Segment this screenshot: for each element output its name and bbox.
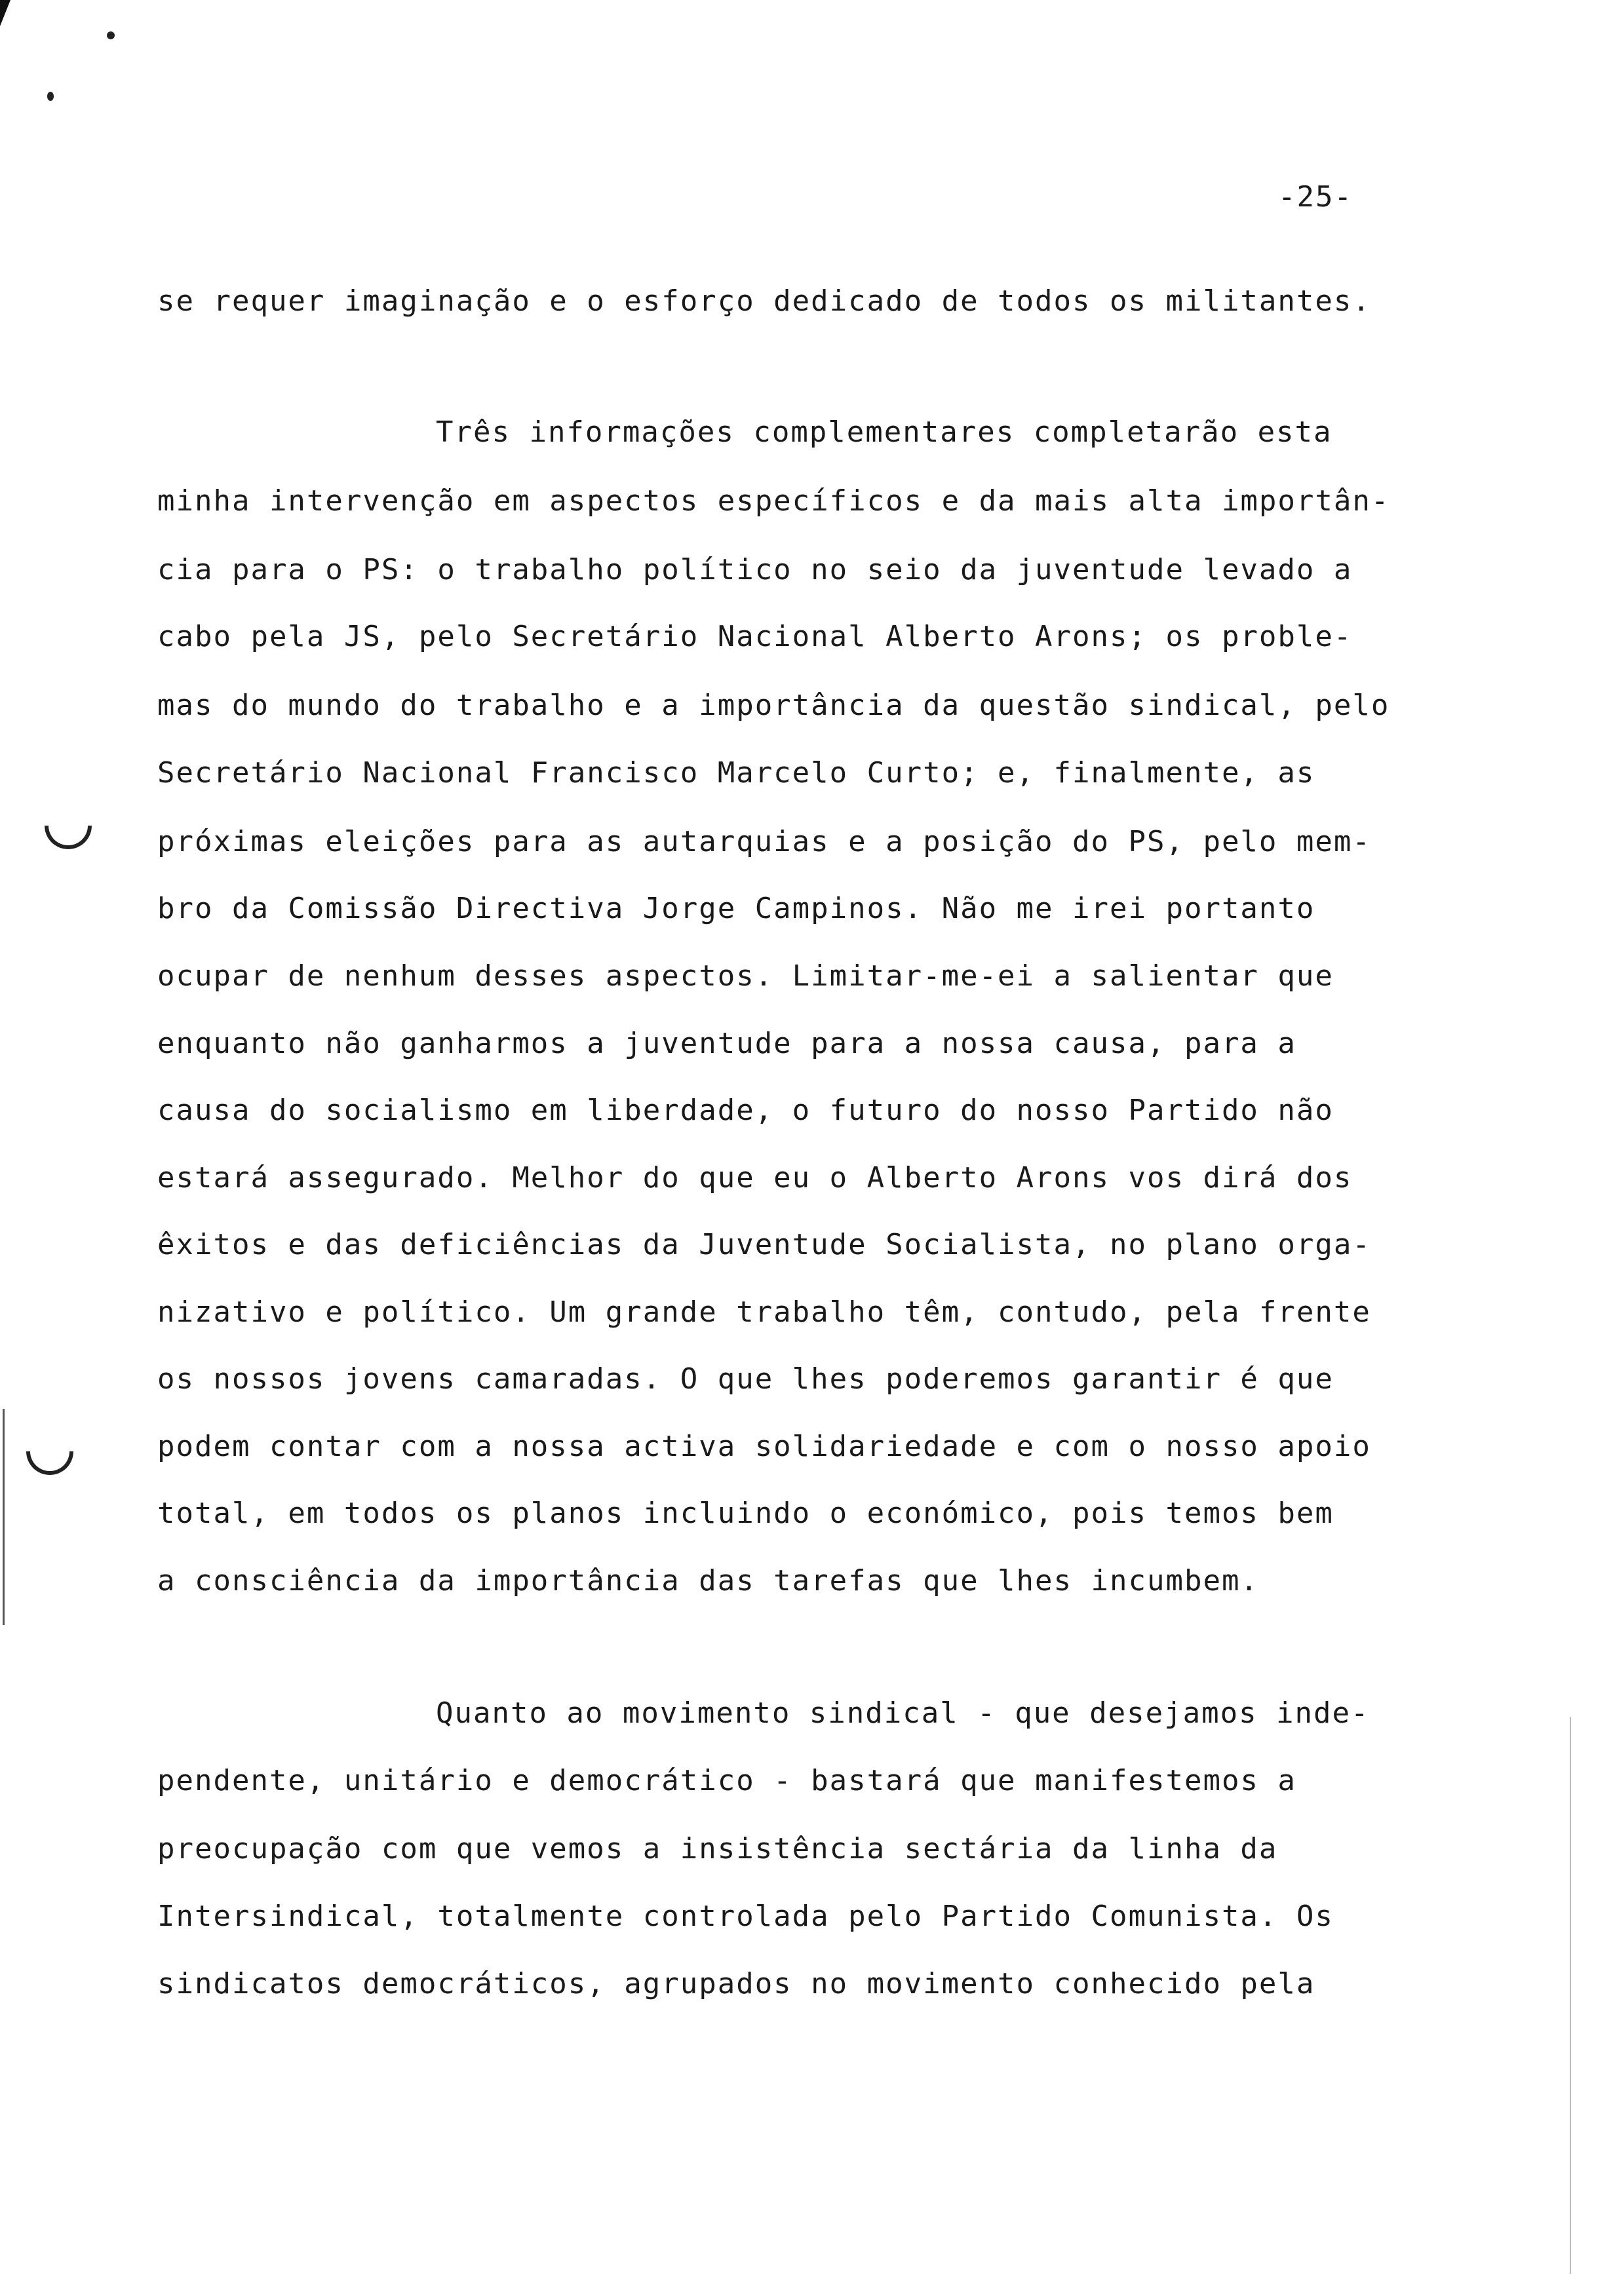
text-line: bro da Comissão Directiva Jorge Campinos. Não me irei portanto [157, 892, 1315, 925]
text-line: Quanto ao movimento sindical - que desejamos inde- [436, 1696, 1370, 1730]
text-line: minha intervenção em aspectos específicos e da mais alta importân- [157, 484, 1390, 518]
text-line: próximas eleições para as autarquias e a posição do PS, pelo mem- [157, 825, 1371, 858]
scan-edge-line [3, 1409, 5, 1625]
text-line: êxitos e das deficiências da Juventude Socialista, no plano orga- [157, 1228, 1371, 1261]
text-line: pendente, unitário e democrático - bastará que manifestemos a [157, 1764, 1296, 1797]
text-line: mas do mundo do trabalho e a importância da questão sindical, pelo [157, 689, 1390, 722]
text-line: preocupação com que vemos a insistência sectária da linha da [157, 1832, 1278, 1866]
text-line: ocupar de nenhum desses aspectos. Limitar-me-ei a salientar que [157, 959, 1334, 993]
text-line: nizativo e político. Um grande trabalho têm, contudo, pela frente [157, 1295, 1371, 1329]
text-line: total, em todos os planos incluindo o económico, pois temos bem [157, 1497, 1334, 1530]
text-line: Secretário Nacional Francisco Marcelo Curto; e, finalmente, as [157, 756, 1315, 790]
page-number: -25- [1278, 180, 1353, 214]
punch-hole-mark [26, 1451, 73, 1475]
punch-hole-mark [45, 826, 92, 849]
scan-corner-mark [0, 0, 10, 26]
text-line: os nossos jovens camaradas. O que lhes poderemos garantir é que [157, 1362, 1334, 1396]
text-line: cia para o PS: o trabalho político no seio da juventude levado a [157, 553, 1353, 586]
text-line: estará assegurado. Melhor do que eu o Alberto Arons vos dirá dos [157, 1161, 1353, 1195]
text-line: causa do socialismo em liberdade, o futuro do nosso Partido não [157, 1094, 1334, 1127]
text-line: Três informações complementares completarão esta [436, 415, 1333, 449]
text-line: Intersindical, totalmente controlada pelo Partido Comunista. Os [157, 1900, 1334, 1933]
text-line: sindicatos democráticos, agrupados no movimento conhecido pela [157, 1967, 1315, 2000]
scan-dot [47, 92, 54, 101]
scan-right-edge [1570, 1717, 1571, 2274]
text-line: se requer imaginação e o esforço dedicado de todos os militantes. [157, 284, 1371, 318]
text-line: podem contar com a nossa activa solidariedade e com o nosso apoio [157, 1430, 1371, 1463]
text-line: cabo pela JS, pelo Secretário Nacional Alberto Arons; os proble- [157, 620, 1353, 653]
text-line: a consciência da importância das tarefas que lhes incumbem. [157, 1564, 1259, 1598]
text-line: enquanto não ganharmos a juventude para a nossa causa, para a [157, 1027, 1296, 1060]
scan-dot [107, 31, 115, 39]
